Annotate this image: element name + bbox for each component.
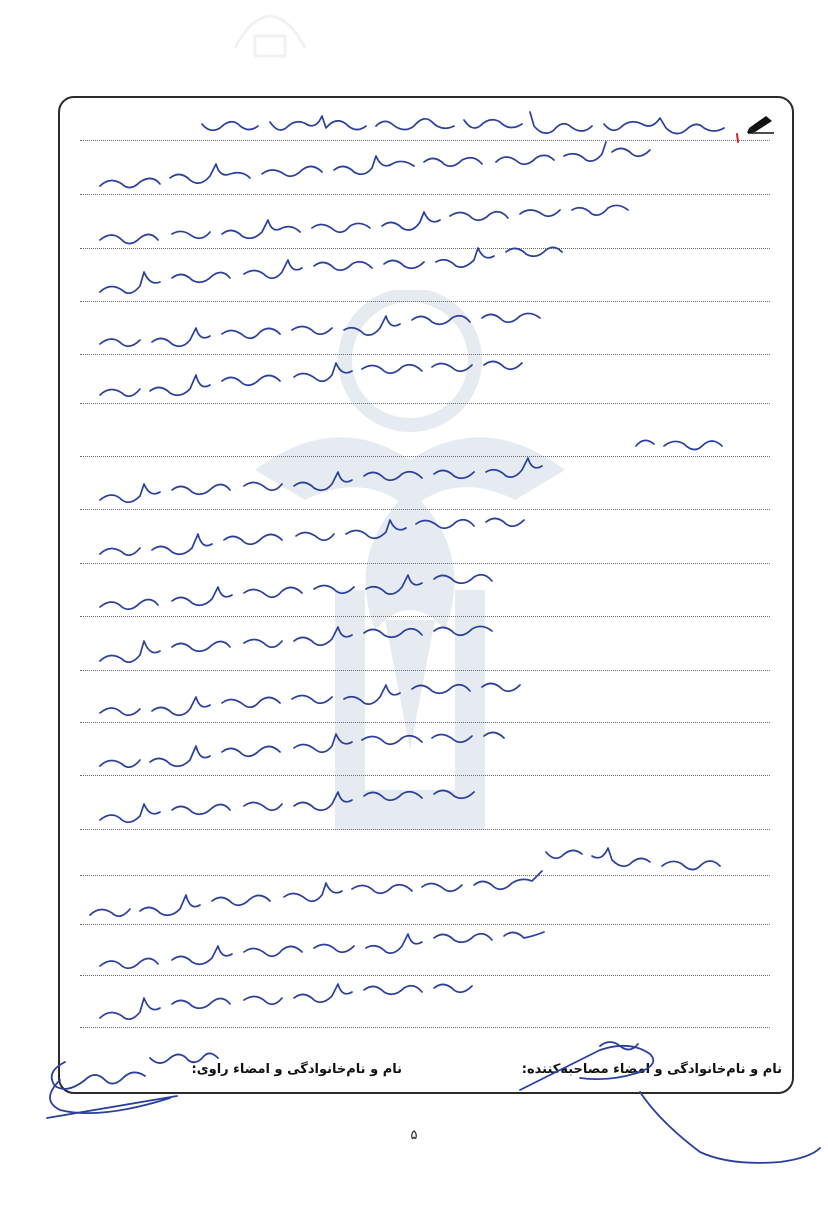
interviewer-signature-label: نام و نام‌خانوادگی و امضاء مصاحبه‌کننده: [521,1062,782,1077]
narrator-signature-label: نام و نام‌خانوادگی و امضاء راوی: [191,1062,402,1077]
narrator-signature [47,1062,177,1118]
page-number: ۵ [410,1128,418,1143]
interviewer-signature [520,1046,820,1163]
